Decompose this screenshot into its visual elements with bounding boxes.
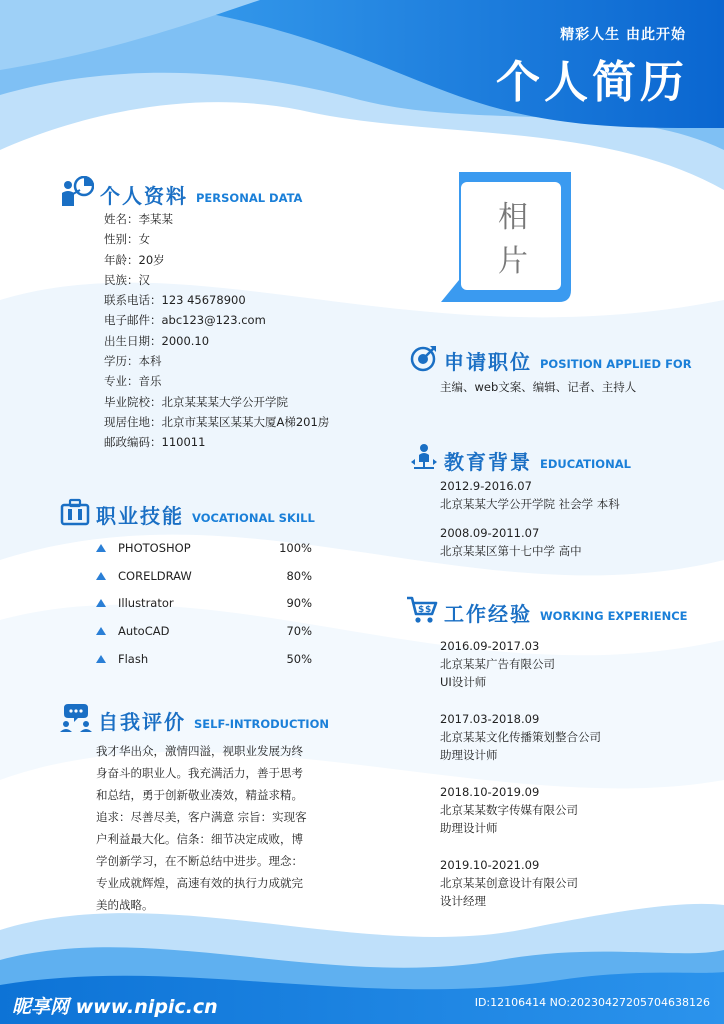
personal-info-key: 联系电话 ： <box>104 293 162 307</box>
skill-row <box>96 590 312 618</box>
intro-title: 自我评价 <box>98 710 186 734</box>
education-date: 2012.9-2016.07 <box>440 479 532 493</box>
work-section-header <box>406 594 688 624</box>
personal-info-row <box>104 392 329 412</box>
skill-percent: 100% <box>279 540 312 555</box>
skills-list <box>96 534 312 673</box>
chat-people-icon <box>60 702 92 732</box>
work-date: 2017.03-2018.09 <box>440 712 540 726</box>
intro-line: 追求：尽善尽美，客户满意 宗旨：实现客 <box>96 810 307 824</box>
personal-info-value: 女 <box>138 232 150 247</box>
education-detail: 北京某某大学公开学院 社会学 本科 <box>440 497 620 511</box>
personal-info-key: 学历 ： <box>104 354 139 368</box>
skills-section-header <box>60 498 315 526</box>
triangle-bullet-icon <box>96 655 106 663</box>
triangle-bullet-icon <box>96 544 106 552</box>
briefcase-icon <box>60 498 90 526</box>
position-section-header <box>410 344 692 372</box>
personal-info-value: 北京某某某大学公开学院 <box>161 394 288 409</box>
work-date: 2019.10-2021.09 <box>440 858 540 872</box>
triangle-bullet-icon <box>96 627 106 635</box>
skill-percent: 50% <box>286 652 312 667</box>
education-title: 教育背景 <box>444 450 532 474</box>
resume-title: 个人简历 <box>496 57 688 108</box>
personal-info-value: 北京市某某区某某大厦A梯201房 <box>161 414 330 429</box>
position-title-en: POSITION APPLIED FOR <box>540 356 692 371</box>
position-text: 主编、web文案、编辑、记者、主持人 <box>440 380 637 394</box>
work-experience-list <box>440 637 601 929</box>
photo-char: 片 <box>498 244 528 279</box>
personal-info-value: 123 45678900 <box>161 293 246 308</box>
photo-placeholder <box>463 196 563 284</box>
skill-name: AutoCAD <box>118 624 170 639</box>
work-title: 工作经验 <box>444 602 532 626</box>
work-role: 助理设计师 <box>440 748 498 762</box>
skill-name: Flash <box>118 652 149 667</box>
skill-row <box>96 645 312 673</box>
work-company: 北京某某创意设计有限公司 <box>440 876 578 890</box>
photo-char: 相 <box>498 200 528 235</box>
education-detail: 北京某某区第十七中学 高中 <box>440 544 582 558</box>
skill-name: Illustrator <box>118 596 174 611</box>
education-date: 2008.09-2011.07 <box>440 526 540 540</box>
skill-name: CORELDRAW <box>118 568 192 583</box>
svg-text:$: $ <box>418 605 425 615</box>
header-slogan: 精彩人生 由此开始 <box>560 27 686 43</box>
intro-line: 身奋斗的职业人。我充满活力，善于思考 <box>96 766 303 780</box>
intro-line: 我才华出众，激情四溢，视职业发展为终 <box>96 744 303 758</box>
intro-title-en: SELF-INTRODUCTION <box>194 716 329 731</box>
work-role: 设计经理 <box>440 894 486 908</box>
personal-info-key: 出生日期 ： <box>104 334 162 348</box>
personal-info-row <box>104 209 329 229</box>
work-title-en: WORKING EXPERIENCE <box>540 608 688 623</box>
svg-text:$: $ <box>425 605 432 615</box>
personal-info-row <box>104 331 329 351</box>
personal-info-row <box>104 250 329 270</box>
personal-info-key: 专业 ： <box>104 374 139 388</box>
personal-info-key: 毕业院校 ： <box>104 395 162 409</box>
personal-info-value: 本科 <box>138 354 162 369</box>
personal-info-row <box>104 270 329 290</box>
self-introduction-text <box>96 740 328 916</box>
presenter-icon <box>60 176 94 206</box>
work-item <box>440 710 601 764</box>
personal-info-key: 现居住地 ： <box>104 415 162 429</box>
personal-info-row <box>104 432 329 452</box>
personal-info-key: 年龄 ： <box>104 253 139 267</box>
target-icon <box>410 344 438 372</box>
personal-info-key: 姓名 ： <box>104 212 139 226</box>
education-list <box>440 477 620 560</box>
personal-title-en: PERSONAL DATA <box>196 190 303 205</box>
personal-info-key: 邮政编码 ： <box>104 435 162 449</box>
personal-info-value: 20岁 <box>138 252 165 267</box>
skill-row <box>96 534 312 562</box>
personal-info-value: 音乐 <box>138 374 162 389</box>
intro-line: 专业成就辉煌，高速有效的执行力成就完 <box>96 876 303 890</box>
graduate-network-icon <box>410 442 438 472</box>
work-item <box>440 637 601 691</box>
work-date: 2016.09-2017.03 <box>440 639 540 653</box>
image-id: ID:12106414 NO:20230427205704638126 <box>474 996 710 1009</box>
shopping-cart-icon <box>406 594 438 624</box>
personal-info-row <box>104 229 329 249</box>
personal-title: 个人资料 <box>100 184 188 208</box>
education-section-header <box>410 442 631 472</box>
work-role: UI设计师 <box>440 675 487 689</box>
position-title: 申请职位 <box>444 350 532 374</box>
triangle-bullet-icon <box>96 572 106 580</box>
skill-row <box>96 562 312 590</box>
intro-line: 学创新学习，在不断总结中进步。理念： <box>96 854 303 868</box>
skills-title-en: VOCATIONAL SKILL <box>192 510 315 525</box>
work-company: 北京某某文化传播策划整合公司 <box>440 730 601 744</box>
personal-info-row <box>104 412 329 432</box>
education-item <box>440 524 620 560</box>
work-item <box>440 783 601 837</box>
site-logo: 昵享网 www.nipic.cn <box>12 996 218 1018</box>
work-company: 北京某某数字传媒有限公司 <box>440 803 578 817</box>
intro-line: 户利益最大化。信条：细节决定成败，博 <box>96 832 303 846</box>
personal-info-list <box>104 209 329 453</box>
education-title-en: EDUCATIONAL <box>540 456 631 471</box>
personal-info-row <box>104 290 329 310</box>
skills-title: 职业技能 <box>96 504 184 528</box>
work-company: 北京某某广告有限公司 <box>440 657 555 671</box>
personal-info-value: 汉 <box>138 272 150 287</box>
skill-row <box>96 617 312 645</box>
personal-info-value: 110011 <box>161 435 206 450</box>
personal-info-row <box>104 351 329 371</box>
skill-percent: 90% <box>286 596 312 611</box>
work-role: 助理设计师 <box>440 821 498 835</box>
personal-info-value: 李某某 <box>138 212 173 226</box>
education-item <box>440 477 620 513</box>
personal-info-value: abc123@123.com <box>161 313 266 328</box>
intro-line: 美的战略。 <box>96 898 154 912</box>
skill-percent: 70% <box>286 624 312 639</box>
skill-percent: 80% <box>286 568 312 583</box>
personal-info-value: 2000.10 <box>161 333 210 348</box>
work-date: 2018.10-2019.09 <box>440 785 540 799</box>
personal-info-key: 性别 ： <box>104 232 139 246</box>
personal-info-row <box>104 310 329 330</box>
skill-name: PHOTOSHOP <box>118 540 191 555</box>
personal-info-row <box>104 371 329 391</box>
triangle-bullet-icon <box>96 599 106 607</box>
personal-info-key: 民族 ： <box>104 273 139 287</box>
personal-info-key: 电子邮件 ： <box>104 313 162 327</box>
personal-section-header <box>60 176 302 206</box>
work-item <box>440 856 601 910</box>
intro-section-header <box>60 702 329 732</box>
intro-line: 和总结，勇于创新敬业凑效，精益求精。 <box>96 788 303 802</box>
